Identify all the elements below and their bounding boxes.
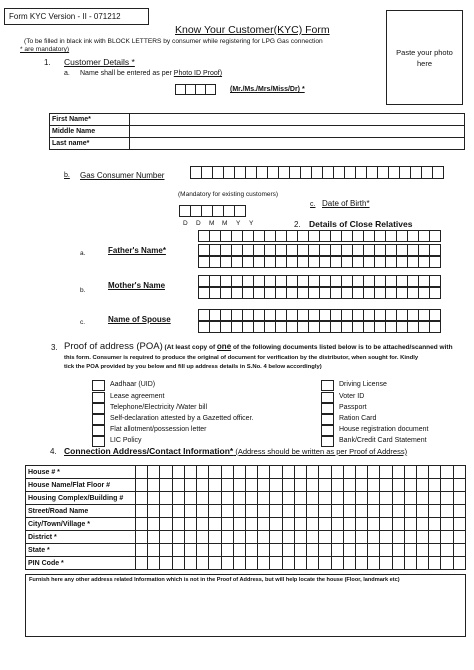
checkbox-flat-allotment[interactable] [92, 425, 105, 436]
mandatory-note: * are mandatory) [20, 46, 70, 53]
address-table[interactable] [25, 465, 466, 570]
middle-name-label: Middle Name [50, 126, 130, 138]
checkbox-driving-license[interactable] [321, 380, 334, 391]
consumer-number-note: (Mandatory for existing customers) [178, 191, 279, 198]
date-letter-d2: D [196, 220, 201, 227]
table-row [26, 479, 466, 492]
option-passport: Passport [339, 404, 367, 411]
section4-heading: Connection Address/Contact Information* [64, 446, 234, 456]
top-right-cells[interactable] [198, 230, 440, 242]
mother-name-label: Mother's Name [108, 281, 166, 290]
additional-info-box[interactable] [25, 574, 466, 637]
mother-letter: b. [80, 287, 86, 294]
street-label: Street/Road Name [26, 505, 136, 518]
father-letter: a. [80, 250, 86, 257]
checkbox-passport[interactable] [321, 403, 334, 414]
section2-heading: Details of Close Relatives [309, 219, 413, 229]
consumer-number-cells[interactable] [190, 166, 443, 179]
poa-line1: Proof of address (POA) (At least copy of one of the following documents listed below is to be attached/scanned with [64, 341, 453, 352]
sub-a-text: Name shall be entered as per Photo ID Proof) [80, 70, 223, 77]
spouse-name-cells-row2[interactable] [198, 321, 440, 333]
section2-number: 2. [294, 220, 301, 229]
poa-heading: Proof of address (POA) [64, 341, 163, 352]
house-number-label: House # * [26, 466, 136, 479]
last-name-label: Last name* [50, 138, 130, 150]
city-label: City/Town/Village * [26, 518, 136, 531]
spouse-letter: c. [80, 319, 86, 326]
section1-heading: Customer Details * [64, 57, 135, 67]
option-voter-id: Voter ID [339, 393, 365, 400]
table-row [26, 531, 466, 544]
option-utility-bill: Telephone/Electricity /Water bill [110, 404, 208, 411]
checkbox-ration-card[interactable] [321, 414, 334, 425]
date-letter-y2: Y [249, 220, 254, 227]
poa-line3: tick the POA provided by you below and fill up address details in S.No. 4 below accordingly) [64, 364, 322, 370]
checkbox-voter-id[interactable] [321, 392, 334, 403]
district-label: District * [26, 531, 136, 544]
sub-b-letter: b. [64, 172, 70, 179]
spouse-name-label: Name of Spouse [108, 315, 171, 324]
sub-c-letter: c. [310, 201, 316, 208]
table-row [26, 466, 466, 479]
option-flat-allotment: Flat allotment/possession letter [110, 426, 207, 433]
additional-info-label: Furnish here any other address related Information which is not in the Proof of Address, but will help locate the house (Floor, landmark etc) [29, 577, 400, 583]
section3-number: 3. [51, 343, 58, 352]
sub-a-letter: a. [64, 70, 70, 77]
table-row [50, 126, 465, 138]
option-bank-statement: Bank/Credit Card Statement [339, 437, 427, 444]
mother-name-cells-row2[interactable] [198, 287, 440, 299]
form-version: Form KYC Version - II - 071212 [9, 12, 121, 21]
table-row [26, 557, 466, 570]
option-lease: Lease agreement [110, 393, 165, 400]
photo-box-label: Paste your photo here [396, 48, 453, 68]
date-letter-m1: M [209, 220, 215, 227]
consumer-number-label: Gas Consumer Number [80, 171, 165, 180]
dob-cells[interactable] [179, 205, 245, 217]
table-row [26, 518, 466, 531]
date-letter-m2: M [222, 220, 228, 227]
section4-number: 4. [50, 447, 57, 456]
checkbox-utility-bill[interactable] [92, 403, 105, 414]
checkbox-self-declaration[interactable] [92, 414, 105, 425]
name-table[interactable] [49, 113, 465, 150]
father-name-cells-row2[interactable] [198, 256, 440, 268]
title-cells[interactable] [175, 84, 215, 95]
option-driving-license: Driving License [339, 381, 387, 388]
checkbox-lease[interactable] [92, 392, 105, 403]
dob-label: Date of Birth* [322, 199, 370, 208]
section1-number: 1. [44, 58, 51, 67]
table-row [50, 138, 465, 150]
house-name-label: House Name/Flat Floor # [26, 479, 136, 492]
checkbox-aadhaar[interactable] [92, 380, 105, 391]
spouse-name-cells-row1[interactable] [198, 309, 440, 321]
poa-line2: this form. Consumer is required to produce the original of document for verification by the distributor, when sought for. Kindly [64, 355, 419, 361]
date-letter-d1: D [183, 220, 188, 227]
table-row [26, 505, 466, 518]
father-name-cells-row1[interactable] [198, 244, 440, 256]
first-name-label: First Name* [50, 114, 130, 126]
option-aadhaar: Aadhaar (UID) [110, 381, 156, 388]
option-house-registration: House registration document [339, 426, 429, 433]
housing-complex-label: Housing Complex/Building # [26, 492, 136, 505]
checkbox-house-registration[interactable] [321, 425, 334, 436]
instruction-line1: (To be filled in black ink with BLOCK LETTERS by consumer while registering for LPG Gas connection [24, 38, 323, 45]
table-row [50, 114, 465, 126]
title-options: (Mr./Ms./Mrs/Miss/Dr) * [230, 86, 305, 93]
pin-code-label: PIN Code * [26, 557, 136, 570]
option-ration-card: Ration Card [339, 415, 377, 422]
table-row [26, 492, 466, 505]
father-name-label: Father's Name* [108, 246, 166, 255]
section4-heading-line: Connection Address/Contact Information* (Address should be written as per Proof of Address) [64, 446, 408, 456]
form-title: Know Your Customer(KYC) Form [175, 24, 330, 36]
table-row [26, 544, 466, 557]
date-letter-y1: Y [236, 220, 241, 227]
option-lic-policy: LIC Policy [110, 437, 142, 444]
option-self-declaration: Self-declaration attested by a Gazetted officer. [110, 415, 254, 422]
state-label: State * [26, 544, 136, 557]
mother-name-cells-row1[interactable] [198, 275, 440, 287]
